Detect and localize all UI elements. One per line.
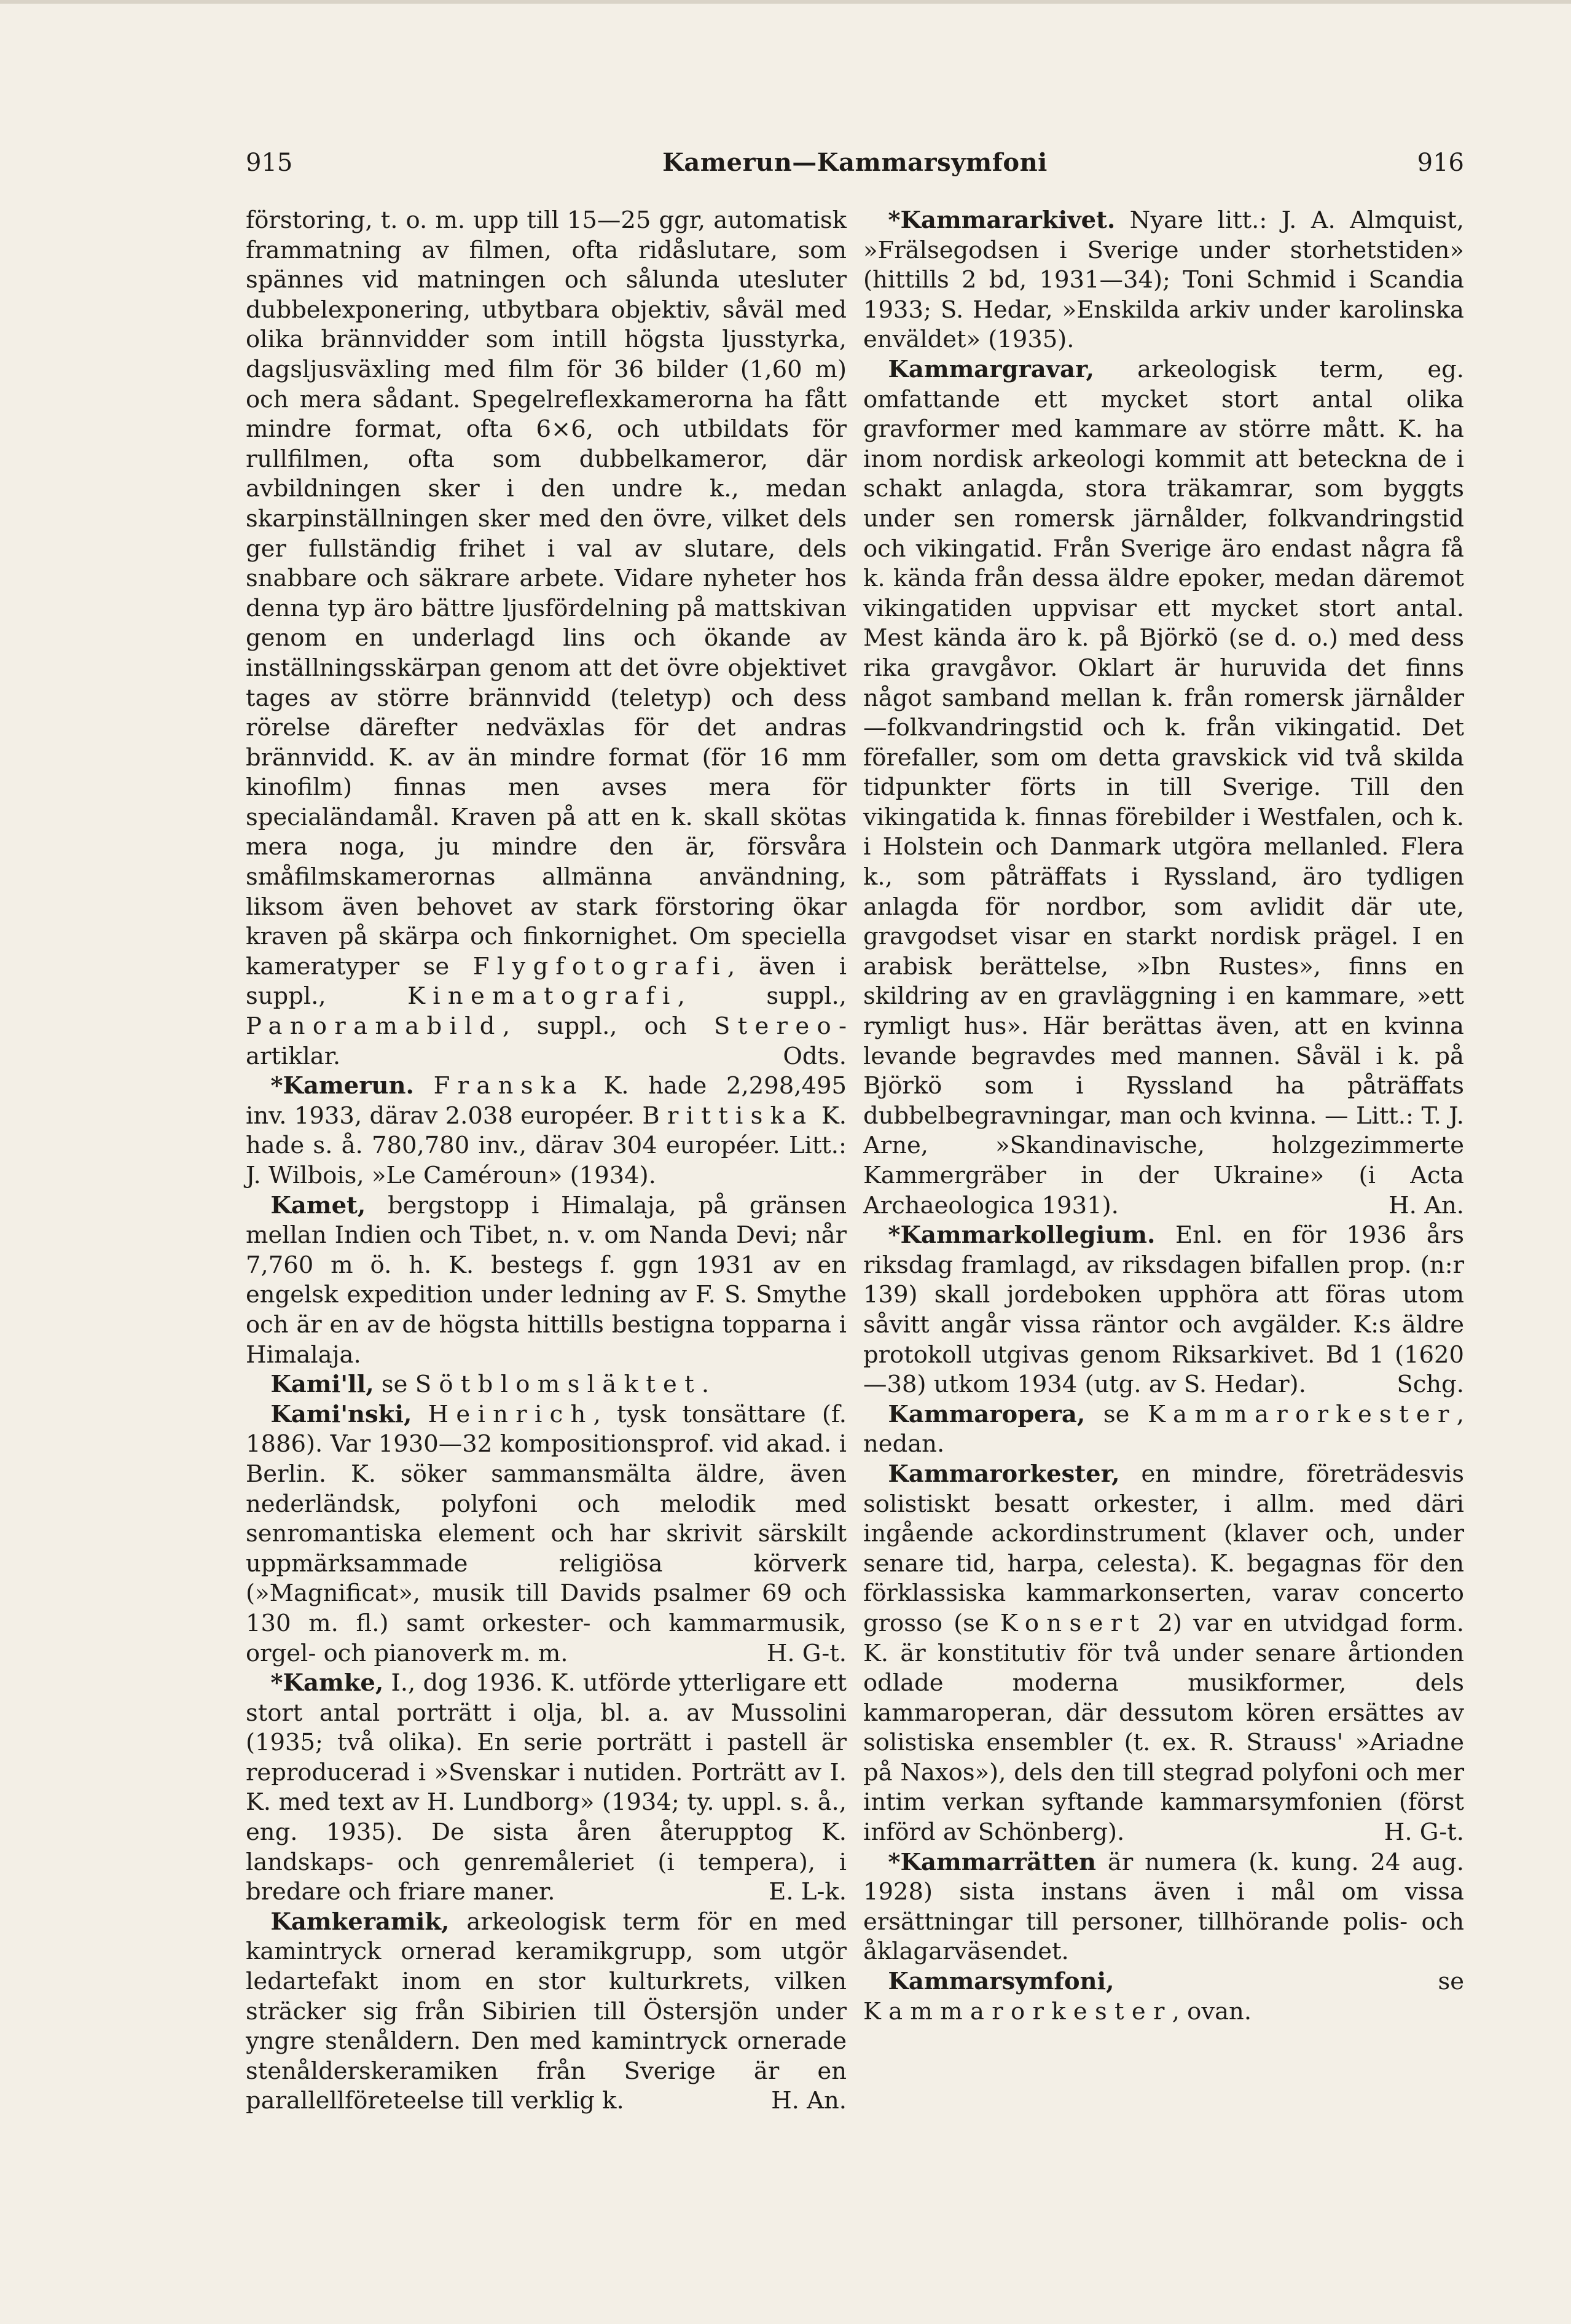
headword: Kamet,: [270, 1191, 366, 1219]
entry-kammarorkester: Kammarorkester, en mindre, företrädesvis solistiskt besatt orkester, i allm. med däri ingående ackordinstrument (klaver och, under senare tid, harpa, celesta). K. begagnas för den förklassiska kammarkonserten, varav concerto grosso (se Konsert 2) var en utvidgad form. K. är konstitutiv för två under senare årtionden odlade moderna musikformer, dels kammaroperan, där dessutom kören ersättes av solistiska ensembler (t. ex. R. Strauss' »Ariadne på Naxos»), dels den till stegrad polyfoni och mer intim verkan syftande kammarsymfonien (först införd av Schönberg). H. G-t.: [863, 1460, 1464, 1848]
person-name: Heinrich: [428, 1400, 594, 1428]
headword: *Kamerun.: [270, 1072, 414, 1100]
author-signature: Odts.: [783, 1042, 847, 1070]
headword: *Kammarrätten: [888, 1848, 1096, 1876]
author-signature: H. An.: [771, 2087, 847, 2115]
entry-kammararkivet: *Kammararkivet. Nyare litt.: J. A. Almquist, »Frälsegodsen i Sverige under storhetstiden» (hittills 2 bd, 1931—34); Toni Schmid i Scandia 1933; S. Hedar, »Enskilda arkiv under karolinska enväldet» (1935).: [863, 206, 1464, 354]
headword: Kami'nski,: [270, 1400, 412, 1428]
headword: Kammargravar,: [888, 355, 1094, 383]
entry-kammaropera: Kammaropera, se Kammarorkester, nedan.: [863, 1400, 1464, 1458]
entry-kammarkollegium: *Kammarkollegium. Enl. en för 1936 års riksdag framlagd, av riksdagen bifallen prop. (n:r 139) skall jordeboken upphöra att föras utom såvitt angår vissa räntor och avgälder. K:s äldre protokoll utgivas genom Riksarkivet. Bd 1 (1620—38) utkom 1934 (utg. av S. Hedar). Schg.: [863, 1221, 1464, 1400]
headword: *Kamke,: [270, 1669, 384, 1697]
entry-kamke: *Kamke, I., dog 1936. K. utförde ytterligare ett stort antal porträtt i olja, bl. a. av Mussolini (1935; två olika). En serie porträtt i pastell är reproducerad i »Svenskar i nutiden. Porträtt av I. K. med text av H. Lundborg» (1934; ty. uppl. s. å., eng. 1935). De sista åren återupptog K. landskaps- och genremåleriet (i tempera), i bredare och friare maner. E. L-k.: [246, 1669, 847, 1907]
headword: *Kammarkollegium.: [888, 1221, 1156, 1250]
author-signature: H. G-t.: [766, 1639, 847, 1667]
headword: Kami'll,: [270, 1371, 374, 1399]
cross-reference: Franska: [433, 1072, 584, 1100]
headword: Kamkeramik,: [270, 1907, 450, 1936]
headword: Kammarorkester,: [888, 1460, 1120, 1488]
cross-reference: Brittiska: [642, 1101, 814, 1130]
cross-reference: Kammarorkester: [863, 1997, 1172, 2025]
entry-kamill: Kami'll, se Sötblomsläktet.: [270, 1371, 710, 1399]
entry-kaminski: Kami'nski, Heinrich, tysk tonsättare (f. 1886). Var 1930—32 kompositionsprof. vid akad. i Berlin. K. söker sammansmälta äldre, även nederländsk, polyfoni och melodik med senromantiska element och har skrivit särskilt uppmärksammade religiösa körverk (»Magnificat», musik till Davids psalmer 69 och 130 m. fl.) samt orkester- och kammarmusik, orgel- och pianoverk m. m. H. G-t.: [246, 1400, 847, 1669]
author-signature: E. L-k.: [769, 1878, 847, 1906]
entry-kamet: Kamet, bergstopp i Himalaja, på gränsen mellan Indien och Tibet, n. v. om Nanda Devi; når 7,760 m ö. h. K. bestegs f. ggn 1931 av en engelsk expedition under ledning av F. S. Smythe och är en av de högsta hittills bestigna topparna i Himalaja.: [246, 1191, 847, 1369]
entry-kamerun: *Kamerun. Franska K. hade 2,298,495 inv. 1933, därav 2.038 européer. Brittiska K. hade s. å. 780,780 inv., därav 304 européer. Litt.: J. Wilbois, »Le Caméroun» (1934).: [246, 1072, 847, 1189]
cross-reference: Sötblomsläktet: [415, 1371, 702, 1399]
headword: Kammaropera,: [888, 1400, 1086, 1428]
scan-edge: [0, 0, 1571, 4]
column-right: [863, 206, 1464, 2027]
entry-kammarsymfoni: Kammarsymfoni, se Kammarorkester, ovan.: [863, 1968, 1464, 2025]
running-head: [246, 144, 1464, 181]
cross-reference: Kammarorkester: [1148, 1400, 1457, 1428]
cross-reference: Konsert: [1000, 1609, 1147, 1637]
author-signature: H. An.: [1389, 1191, 1464, 1219]
running-title: Kamerun—Kammarsymfoni: [662, 148, 1048, 177]
cross-reference: Flygfotografi: [472, 952, 727, 980]
entry-kamera-continued: förstoring, t. o. m. upp till 15—25 ggr, automatisk frammatning av filmen, ofta ridåslutare, som spännes vid matningen och sålunda utesluter dubbelexponering, utbytbara objektiv, såväl med olika brännvidder som intill högsta ljusstyrka, dagsljusväxling med film för 36 bilder (1,60 m) och mera sådant. Spegelreflexkamerorna ha fått mindre format, ofta 6×6, och utbildats för rullfilmen, ofta som dubbelkameror, där avbildningen sker i den undre k., medan skarpinställningen sker med den övre, vilket dels ger fullständig frihet i val av slutare, dels snabbare och säkrare arbete. Vidare nyheter hos denna typ äro bättre ljusfördelning på mattskivan genom en underlagd lins och ökande av inställningsskärpan genom att det övre objektivet tages av större brännvidd (teletyp) och dess rörelse därefter nedväxlas för det andras brännvidd. K. av än mindre format (för 16 mm kinofilm) finnas men avses mera för specialändamål. Kraven på att en k. skall skötas mera noga, ju mindre den är, försvåra småfilmskamerornas allmänna användning, liksom även behovet av stark förstoring ökar kraven på skärpa och finkornighet. Om speciella kameratyper se Flygfotografi, även i suppl., Kinematografi, suppl., Panoramabild, suppl., och Stereo-artiklar. Odts.: [246, 206, 847, 1071]
cross-reference: Kinematografi: [407, 982, 678, 1011]
page-number-left: 915: [246, 149, 293, 177]
page-number-right: 916: [1417, 149, 1464, 177]
entry-kamkeramik: Kamkeramik, arkeologisk term för en med kamintryck ornerad keramikgrupp, som utgör ledartefakt inom en stor kulturkrets, vilken sträcker sig från Sibirien till Östersjön under yngre stenåldern. Den med kamintryck ornerade stenålderskeramiken från Sverige är en parallellföreteelse till verklig k. H. An.: [246, 1907, 847, 2116]
column-left: [246, 206, 847, 2116]
entry-kammargravar: Kammargravar, arkeologisk term, eg. omfattande ett mycket stort antal olika gravformer med kammare av större mått. K. ha inom nordisk arkeologi kommit att beteckna de i schakt anlagda, stora träkamrar, som byggts under sen romersk järnålder, folkvandringstid och vikingatid. Från Sverige äro endast några få k. kända från dessa äldre epoker, medan däremot vikingatiden uppvisar ett mycket stort antal. Mest kända äro k. på Björkö (se d. o.) med dess rika gravgåvor. Oklart är huruvida det finns något samband mellan k. från romersk järnålder—folkvandringstid och k. från vikingatid. Det förefaller, som om detta gravskick vid två skilda tidpunkter förts in till Sverige. Till den vikingatida k. finnas förebilder i Westfalen, och k. i Holstein och Danmark utgöra mellanled. Flera k., som påträffats i Ryssland, äro tydligen anlagda för nordbor, som avlidit där ute, gravgodset visar en starkt nordisk prägel. I en arabisk berättelse, »Ibn Rustes», finns en skildring av en gravläggning i en kammare, »ett rymligt hus». Här berättas även, att en kvinna levande begravdes med mannen. Såväl i k. på Björkö som i Ryssland ha påträffats dubbelbegravningar, man och kvinna. — Litt.: T. J. Arne, »Skandinavische, holzgezimmerte Kammergräber in der Ukraine» (i Acta Archaeologica 1931). H. An.: [863, 355, 1464, 1221]
cross-reference: Stereo: [714, 1012, 839, 1041]
cross-reference: Panoramabild: [246, 1012, 503, 1041]
entry-kammarratten: *Kammarrätten är numera (k. kung. 24 aug. 1928) sista instans även i mål om vissa ersättningar till personer, tillhörande polis- och åklagarväsendet.: [863, 1848, 1464, 1966]
author-signature: Schg.: [1397, 1371, 1464, 1399]
author-signature: H. G-t.: [1384, 1818, 1464, 1847]
headword: Kammarsymfoni,: [888, 1968, 1115, 1996]
headword: *Kammararkivet.: [888, 206, 1116, 234]
